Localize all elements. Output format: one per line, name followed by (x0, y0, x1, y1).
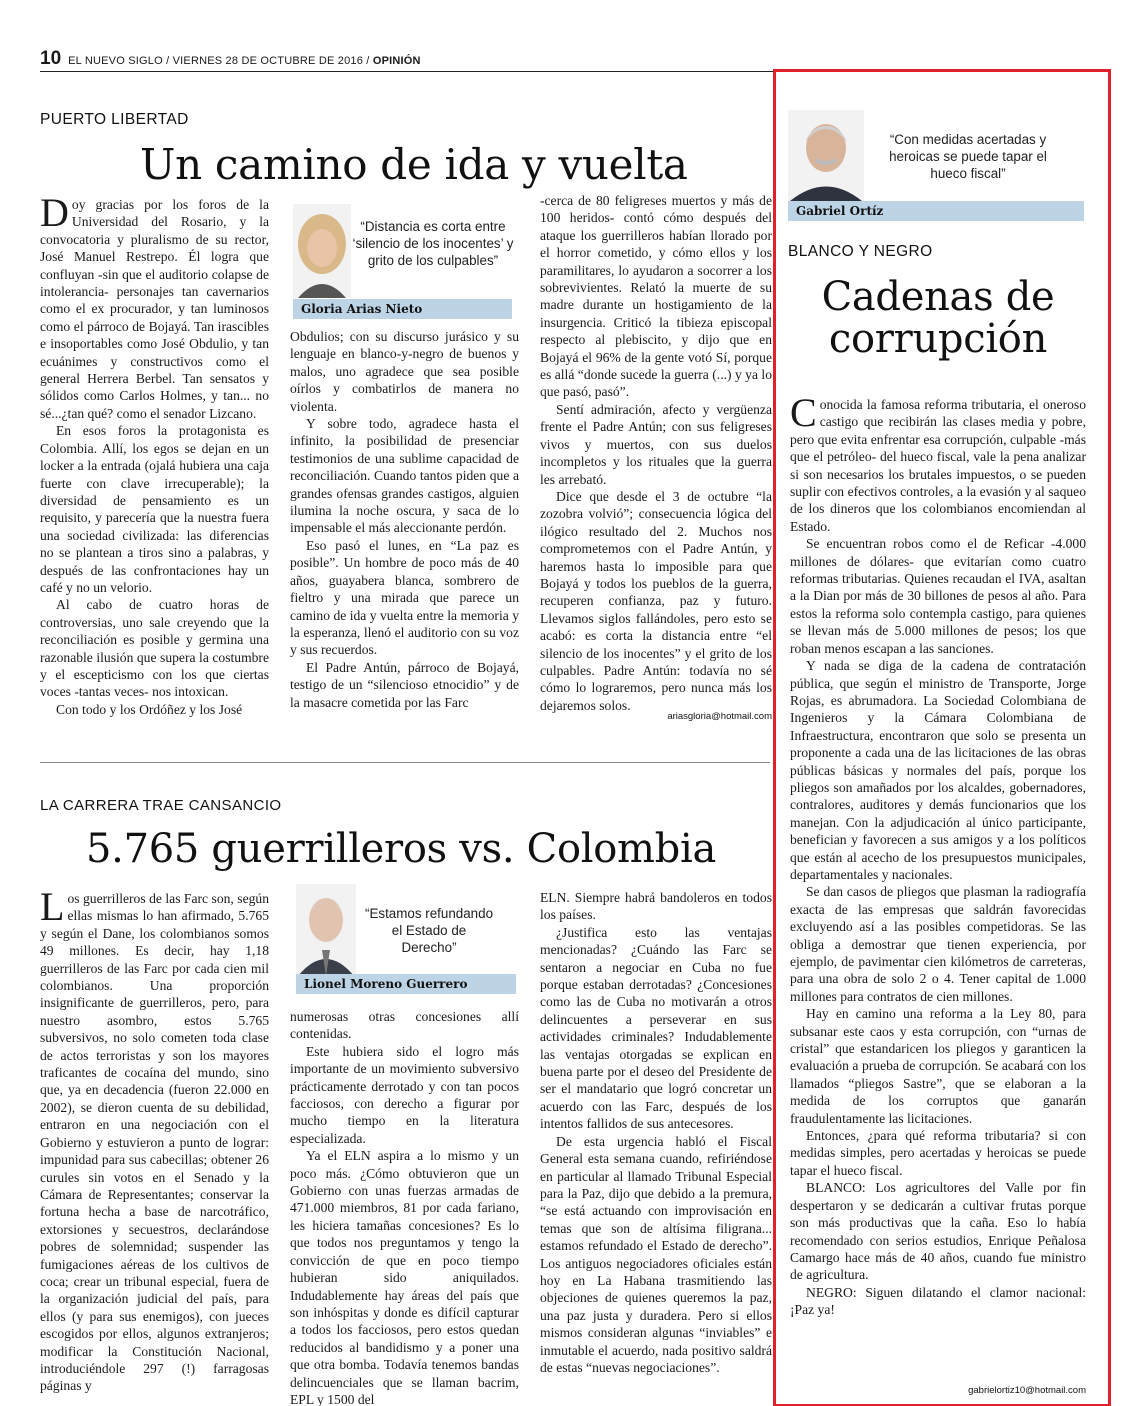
article2-column-1 (40, 884, 269, 1395)
article1-column-3 (540, 192, 772, 714)
article3-body (790, 390, 1086, 1319)
paragraph-text: os guerrilleros de las Farc son, según ellas mismas lo han afirmado, 5.765 y según el Dane, los colombianos somos 49 millones. Es decir, hay 1,18 guerrilleros de las Farc por cada cien mil colombianos. Una proporción insignificante de guerrilleros, pero, para nuestro asombro, estos 5.765 subversivos, no solo cometen toda clase de actos terroristas y son los mayores traficantes de cocaína del mundo, sino que, ya en decadencia (fueron 22.000 en 2002), se dieron cuenta de su debilidad, entraron en una negociación con el Gobierno y estuvieron a punto de lograr: impunidad para sus cabecillas; obtener 26 curules sin votos en el Senado y la Cámara de Representantes; conservar la fortuna hecha a base de narcotráfico, extorsiones y secuestros, declarándose pobres de solemnidad; suspender las fumigaciones aéreas de los cultivos de coca; crear un tribunal especial, fuera de la organización judicial del país, para ellos (y para sus enemigos), con jueces escogidos por ellos, algunos extranjeros; modificar la Constitución Nacional, introduciéndole 297 (!) farragosas páginas y (40, 891, 269, 1394)
article3-paragraph: Y nada se diga de la cadena de contratación pública, que según el ministro de Transporte, Jorge Rojas, es abrumadora. La Sociedad Colombiana de Ingenieros y la Cámara Colombiana de Infraestructura, encontraron que solo se presenta un proponente a cada una de las licitaciones de las obras públicas básicas y normales del país, porque los pliegos son amañados por los alcaldes, gobernadores, contralores, auditores y demás funcionarios que los manejan. Con la adjudicación al único participante, benefician y favorecen a sus amigos y a los políticos que están al acecho de los presupuestos municipales, departamentales y nacionales. (790, 658, 1086, 882)
article3-pull-quote: “Con medidas acertadas y heroicas se puede tapar el hueco fiscal” (889, 132, 1047, 181)
article2-section-label: LA CARRERA TRAE CANSANCIO (40, 797, 282, 814)
page-header (40, 48, 775, 72)
article1-paragraph: Eso pasó el lunes, en “La paz es posible”. Un hombre de poco más de 40 años, guayabera blanca, sombrero de fieltro y una mirada que parece un camino de ida y vuelta entre la memoria y la esperanza, llenó el auditorio con su voz y sus recuerdos. (290, 537, 519, 658)
article1-paragraph: En esos foros la protagonista es Colombia. Allí, los egos se dejan en un locker a la entrada (ojalá hubiera una caja fuerte con clave irrecuperable); la diversidad de pensamiento es un requisito, y parecería que la nuestra fuera una sociedad civilizada: las diferencias no se plantean a tiros sino a palabras, y después de las confrontaciones hay un café y no un velorio. (40, 423, 269, 595)
article3-paragraph: Se encuentran robos como el de Reficar -4.000 millones de dólares- que evitarían como cuatro reformas tributarias. Quienes recaudan el IVA, asaltan a la Dian por más de 30 billones de pesos al año. Para estos la reforma solo contempla castigo, para quienes se llevan más de 5.000 millones de pesos; los que roban menos escapan a las sanciones. (790, 536, 1086, 656)
article2-pull-quote: “Estamos refundando el Estado de Derecho” (364, 906, 494, 955)
header-meta (68, 55, 421, 67)
article1-paragraph: Dice que desde el 3 de octubre “la zozobra volvió”; consecuencia lógica del ilógico resultado del 2. Muchos nos comprometemos con el Padre Antún, y haremos hasta lo imposible para que Bojayá y todos los pueblos de la guerra, recuperen confianza, paz y futuro. Llevamos siglos fallándoles, pero esto se acabó: es corta la distancia entre “el silencio de los inocentes” y el grito de los culpables. Padre Antún: todavía no sé cómo lo lograremos, pero nunca más los dejaremos solos. (540, 488, 772, 713)
article3-author: Gabriel Ortíz (788, 201, 1084, 221)
article2-author: Lionel Moreno Guerrero (296, 974, 516, 994)
article2-paragraph: numerosas otras concesiones allí contenidas. (290, 1009, 519, 1042)
article2-paragraph: De esta urgencia habló el Fiscal General esta semana cuando, refiriéndose en particular al llamado Tribunal Especial para la Paz, dijo que debido a la premura, “se está actuando con improvisación en temas que son de altísima filigrana... estamos refundado el Estado de derecho”. Los antiguos negociadores oficiales están hoy en La Habana trasmitiendo las objeciones de quienes queremos la paz, una paz justa y duradera. Pero si ellos mismos consideran algunas “inviables” e inmutable el acuerdo, nada positivo saldrá de estas “nuevas negociaciones”. (540, 1133, 772, 1375)
article1-paragraph: Obdulios; con su discurso jurásico y su lenguaje en blanco-y-negro de buenos y malos, uno agradece que sea posible oírlos y combatirlos de manera no violenta. (290, 329, 519, 414)
article3-paragraph: Se dan casos de pliegos que plasman la radiografía exacta de las empresas que saldrán favorecidas excluyendo así a las posibles competidoras. Se las obliga a demostrar que tienen experiencia, por ejemplo, de pavimentar cien kilómetros de carreteras, para una obra de solo 2 o 4. Tener capital de 1.000 millones para contratos de cien millones. (790, 884, 1086, 1004)
article1-pull-quote: “Distancia es corta entre ‘silencio de los inocentes’ y grito de los culpables” (352, 219, 514, 268)
article1-paragraph: -cerca de 80 feligreses muertos y más de 100 heridos- contó cómo después del ataque los guerrilleros habían llorado por el horror cometido, y cómo ellos y los paramilitares, lo ayudaron a socorrer a los sobrevivientes. Relató la muerte de su madre durante un hostigamiento de la insurgencia. Criticó la tibieza episcopal respecto al plebiscito, y dijo que en Bojayá el 96% de la gente votó Sí, porque es allá “donde sucede la guerra (...) y ya lo que pasó, pasó”. (540, 193, 772, 400)
article2-column-2 (290, 1008, 519, 1406)
dropcap: D (40, 190, 69, 235)
article2-paragraph (40, 884, 269, 1395)
header-section: OPINIÓN (372, 55, 421, 67)
paragraph-text: oy gracias por los foros de la Universidad del Rosario, y la convocatoria y pluralismo de su rector, José Manuel Restrepo. Él logra que confluyan -sin que el auditorio colapse de intolerancia- personajes tan cavernarios como el ex procurador, y tan luminosos como el párroco de Bojayá. Tan irascibles e insoportables como José Obdulio, y tan ecuánimes y constructivos como el general Herrera Berbel. Tan sensatos y sólidos como Carlos Holmes, y tan... no sé...¿tan qué? como el senador Lizcano. (40, 197, 269, 421)
paragraph-text: onocida la famosa reforma tributaria, el oneroso castigo que recibirán las clases media y pobre, pero que evita enfrentar esa corrupción, culpable -más que el petróleo- del hueco fiscal, vale la pena analizar si son necesarios los brutales impuestos, o se pueden suplir con efectivos controles, a la evasión y al saqueo de los dineros que los colombianos encomiendan al Estado. (790, 397, 1086, 534)
article2-paragraph: ¿Justifica esto las ventajas mencionadas? ¿Cuándo las Farc se sentaron a negociar en Cuba no fue porque estaban derrotadas? ¿Concesiones como las de Cuba no motivarán a otros delincuentes a perseverar en sus actividades criminales? Indudablemente las ventajas otorgadas se explican en buena parte por el deseo del Presidente de ser el mandatario que logró concretar un acuerdo con las Farc, después de los intentos fallidos de sus antecesores. (540, 924, 772, 1132)
dropcap: L (40, 884, 65, 929)
article3-paragraph: NEGRO: Siguen dilatando el clamor nacional: ¡Paz ya! (790, 1284, 1086, 1318)
article2-paragraph: Este hubiera sido el logro más importante de un movimiento subversivo prácticamente derrotado y con tan pocos facciosos, con derecho a figurar por mucho tiempo en la literatura especializada. (290, 1043, 519, 1146)
portrait-icon (293, 204, 351, 298)
article3-section-label: BLANCO Y NEGRO (788, 243, 933, 260)
portrait-icon (788, 110, 864, 201)
author-photo-gabriel (788, 110, 864, 201)
article3-paragraph: BLANCO: Los agricultores del Valle por fin despertaron y se dedicarán a cultivar frutas porque son más productivas que la caña. Eso lo había recomendado con serios estudios, Enrique Peñalosa Camargo hace más de 40 años, cuando fue ministro de agricultura. (790, 1180, 1086, 1283)
article1-column-1 (40, 190, 269, 718)
article3-headline (788, 276, 1088, 360)
article3-headline-line: Cadenas de (821, 274, 1055, 320)
article1-section-label: PUERTO LIBERTAD (40, 111, 189, 128)
article1-paragraph: El Padre Antún, párroco de Bojayá, testigo de un “silencioso etnocidio” y de la masacre cometida por las Farc (290, 659, 519, 710)
author-photo-lionel (296, 884, 356, 976)
article2-headline: 5.765 guerrilleros vs. Colombia (86, 826, 716, 872)
article1-author: Gloria Arias Nieto (293, 299, 512, 319)
article1-paragraph: Al cabo de cuatro horas de controversias, uno sale creyendo que la reconciliación es posible y germina una razonable ilusión que supera la costumbre y el escepticismo con los que ciertas voces -tantas veces- nos intoxican. (40, 597, 269, 700)
article3-paragraph: Entonces, ¿para qué reforma tributaria? si con medidas simples, pero acertadas y heroicas se puede tapar el hueco fiscal. (790, 1128, 1086, 1178)
article3-email: gabrielortiz10@hotmail.com (968, 1385, 1086, 1396)
article1-paragraph (40, 190, 269, 422)
article3-paragraph: Hay en camino una reforma a la Ley 80, para subsanar este caos y esta corrupción, con “urnas de cristal” que estandaricen los pliegos y garanticen la evaluación a prueba de corrupción. Se acabará con los llamados “pliegos Sastre”, que se elaboran a la medida de los corruptos que ganarán fraudulentamente las licitaciones. (790, 1006, 1086, 1126)
article2-column-3 (540, 889, 772, 1376)
article1-paragraph: Con todo y los Ordóñez y los José (56, 701, 243, 717)
author-photo-gloria (293, 204, 351, 298)
article1-email: ariasgloria@hotmail.com (667, 711, 772, 722)
article1-column-2 (290, 328, 519, 711)
section-divider (40, 762, 770, 763)
page-number: 10 (40, 48, 62, 69)
article3-headline-line: corrupción (828, 316, 1048, 362)
dropcap: C (790, 390, 817, 435)
article2-paragraph: ELN. Siempre habrá bandoleros en todos los países. (540, 890, 772, 923)
article1-paragraph: Sentí admiración, afecto y vergüenza frente el Padre Antún; con sus feligreses vivos y muertos, con sus duelos incompletos y los rituales que la guerra les arrebató. (540, 401, 772, 487)
header-date: EL NUEVO SIGLO / VIERNES 28 DE OCTUBRE DE 2016 / (68, 55, 373, 67)
article2-paragraph: Ya el ELN aspira a lo mismo y un poco más. ¿Cómo obtuvieron que un Gobierno con unas fuerzas armadas de 471.000 miembros, 81 por cada fariano, les hiciera tamañas concesiones? Es lo que todos nos preguntamos y tengo la convicción de que en poco tiempo hubieran sido aniquilados. Indudablemente hay áreas del país que son inhóspitas y donde es difícil capturar a todos los facciosos, pero estos quedan reducidos al bandidismo y a poner una que otra bomba. Todavía tenemos bandas delincuenciales que se llaman bacrim, EPL y 1500 del (290, 1148, 519, 1406)
article1-paragraph: Y sobre todo, agradece hasta el infinito, la posibilidad de presenciar testimonios de una sublime capacidad de reconciliación. Cuando tantos piden que a grandes ofensas grandes castigos, alguien ilumina la noche oscura, y saca de lo impensable el más aleccionante perdón. (290, 416, 519, 536)
portrait-icon (296, 884, 356, 976)
article1-headline: Un camino de ida y vuelta (140, 140, 688, 189)
article3-paragraph (790, 390, 1086, 535)
